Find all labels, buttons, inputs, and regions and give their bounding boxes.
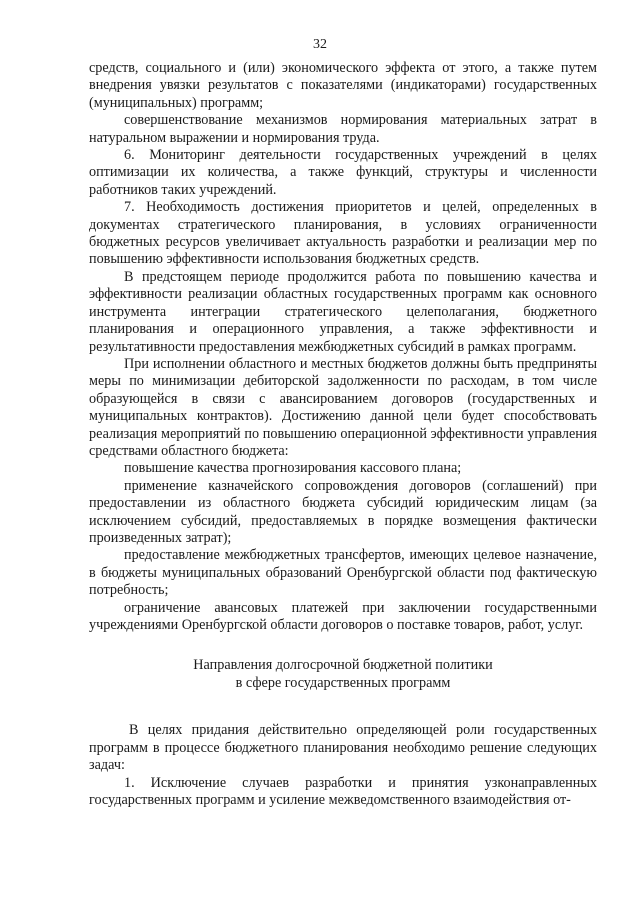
paragraph-4: 7. Необходимость достижения приоритетов и целей, определенных в документах стратегического планирования, в условиях ограниченности бюджетных ресурсов увеличивает актуальность разработки и реализации мер по повышению эффективности использования бюджетных средств. [89, 199, 597, 268]
paragraph-6: При исполнении областного и местных бюджетов должны быть предприняты меры по минимизации дебиторской задолженности по расходам, в том числе образующейся в связи с авансированием договоров (государственных и муниципальных контрактов). Достижению данной цели будет способствовать реализация мероприятий по повышению операционной эффективности управления средствами областного бюджета: [89, 355, 597, 459]
document-body [89, 60, 597, 809]
section-heading-line-1: Направления долгосрочной бюджетной политики [193, 657, 493, 674]
paragraph-9: предоставление межбюджетных трансфертов, имеющих целевое назначение, в бюджеты муниципальных образований Оренбургской области под фактическую потребность; [89, 547, 597, 599]
paragraph-12: 1. Исключение случаев разработки и принятия узконаправленных государственных программ и усиление межведомственного взаимодействия от- [89, 774, 597, 809]
section-heading-line-2: в сфере государственных программ [235, 675, 451, 692]
page-number: 32 [313, 37, 327, 52]
paragraph-5: В предстоящем периоде продолжится работа по повышению качества и эффективности реализации областных государственных программ как основного инструмента интеграции стратегического целеполагания, бюджетного планирования и операционного управления, а также эффективности и результативности предоставления межбюджетных субсидий в рамках программ. [89, 268, 597, 355]
paragraph-7: повышение качества прогнозирования кассового плана; [124, 460, 462, 477]
paragraph-2: совершенствование механизмов нормирования материальных затрат в натуральном выражении и нормирования труда. [89, 112, 597, 146]
paragraph-3: 6. Мониторинг деятельности государственных учреждений в целях оптимизации их количества, а также функций, структуры и численности работников таких учреждений. [89, 147, 597, 198]
paragraph-8: применение казначейского сопровождения договоров (соглашений) при предоставлении из областного бюджета субсидий юридическим лицам (за исключением субсидий, предоставляемых в порядке возмещения фактически произведенных затрат); [89, 477, 597, 546]
paragraph-10: ограничение авансовых платежей при заключении государственными учреждениями Оренбургской области договоров о поставке товаров, работ, услуг. [89, 599, 597, 633]
paragraph-11: В целях придания действительно определяющей роли государственных программ в процессе бюджетного планирования необходимо решение следующих задач: [89, 722, 597, 774]
paragraph-1: средств, социального и (или) экономического эффекта от этого, а также путем внедрения увязки результатов с показателями (индикаторами) государственных (муниципальных) программ; [89, 60, 597, 111]
section-heading [89, 656, 597, 692]
